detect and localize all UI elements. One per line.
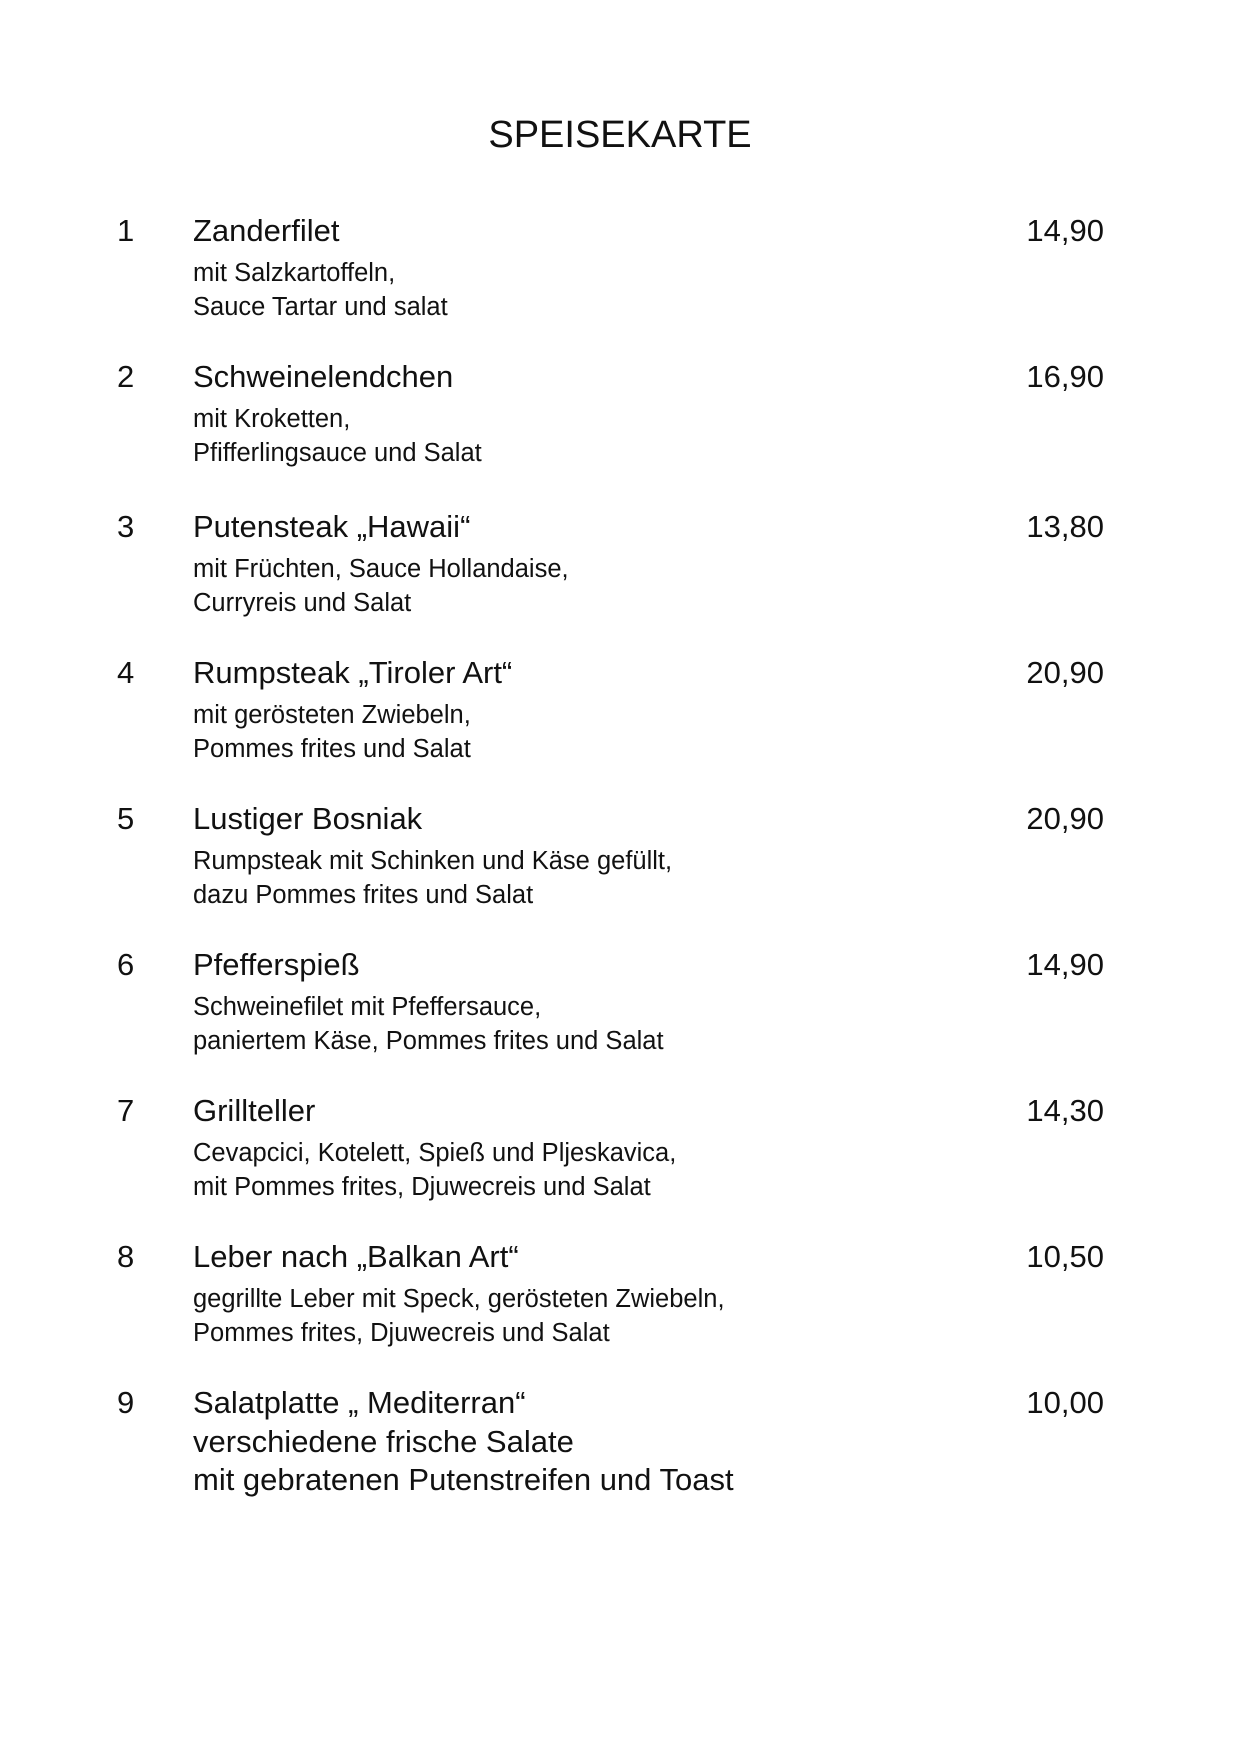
item-description-line: Schweinefilet mit Pfeffersauce, [193, 993, 542, 1021]
menu-item [0, 948, 1240, 1094]
item-price: 14,90 [1026, 213, 1104, 248]
item-name: Zanderfilet [193, 213, 340, 248]
item-description-line: Curryreis und Salat [193, 589, 412, 617]
menu-item [0, 510, 1240, 656]
item-description [193, 552, 569, 620]
item-number: 9 [117, 1385, 135, 1420]
item-description [193, 990, 664, 1058]
item-description-line: verschiedene frische Salate [193, 1424, 574, 1459]
item-number: 5 [117, 801, 135, 836]
item-description [193, 1282, 725, 1350]
item-description-line: mit Früchten, Sauce Hollandaise, [193, 555, 569, 583]
menu-item [0, 656, 1240, 802]
item-name: Schweinelendchen [193, 359, 454, 394]
item-description [193, 1423, 734, 1499]
item-description-line: mit gebratenen Putenstreifen und Toast [193, 1462, 734, 1497]
item-name: Rumpsteak „Tiroler Art“ [193, 655, 513, 690]
item-price: 20,90 [1026, 801, 1104, 836]
item-description-line: mit Kroketten, [193, 405, 351, 433]
item-price: 20,90 [1026, 655, 1104, 690]
item-price: 10,50 [1026, 1239, 1104, 1274]
item-description-line: Pommes frites und Salat [193, 735, 471, 763]
item-number: 2 [117, 359, 135, 394]
item-name: Pfefferspieß [193, 947, 360, 982]
item-description-line: Rumpsteak mit Schinken und Käse gefüllt, [193, 847, 673, 875]
menu-item [0, 360, 1240, 510]
item-description [193, 402, 482, 470]
item-description [193, 1136, 676, 1204]
menu-item [0, 214, 1240, 360]
item-description-line: dazu Pommes frites und Salat [193, 881, 534, 909]
item-description [193, 256, 448, 324]
item-number: 4 [117, 655, 135, 690]
item-price: 14,30 [1026, 1093, 1104, 1128]
item-name: Salatplatte „ Mediterran“ [193, 1385, 526, 1420]
menu-item [0, 1240, 1240, 1386]
item-price: 16,90 [1026, 359, 1104, 394]
item-description-line: gegrillte Leber mit Speck, gerösteten Zwiebeln, [193, 1285, 725, 1313]
item-description-line: mit Salzkartoffeln, [193, 259, 396, 287]
item-number: 6 [117, 947, 135, 982]
menu-item [0, 802, 1240, 948]
item-number: 3 [117, 509, 135, 544]
item-price: 13,80 [1026, 509, 1104, 544]
item-description-line: Cevapcici, Kotelett, Spieß und Pljeskavica, [193, 1139, 677, 1167]
item-description [193, 698, 471, 766]
item-description-line: paniertem Käse, Pommes frites und Salat [193, 1027, 664, 1055]
item-name: Leber nach „Balkan Art“ [193, 1239, 519, 1274]
menu-item [0, 1094, 1240, 1240]
item-name: Putensteak „Hawaii“ [193, 509, 471, 544]
item-name: Lustiger Bosniak [193, 801, 423, 836]
item-price: 10,00 [1026, 1385, 1104, 1420]
item-number: 7 [117, 1093, 135, 1128]
item-price: 14,90 [1026, 947, 1104, 982]
item-description [193, 844, 672, 912]
item-name: Grillteller [193, 1093, 316, 1128]
item-description-line: mit gerösteten Zwiebeln, [193, 701, 471, 729]
page-title: SPEISEKARTE [488, 114, 752, 156]
item-description-line: Pfifferlingsauce und Salat [193, 439, 482, 467]
item-number: 1 [117, 213, 135, 248]
item-description-line: mit Pommes frites, Djuwecreis und Salat [193, 1173, 651, 1201]
item-description-line: Pommes frites, Djuwecreis und Salat [193, 1319, 610, 1347]
menu-item [0, 1386, 1240, 1532]
menu-list [0, 214, 1240, 1532]
item-number: 8 [117, 1239, 135, 1274]
item-description-line: Sauce Tartar und salat [193, 293, 448, 321]
